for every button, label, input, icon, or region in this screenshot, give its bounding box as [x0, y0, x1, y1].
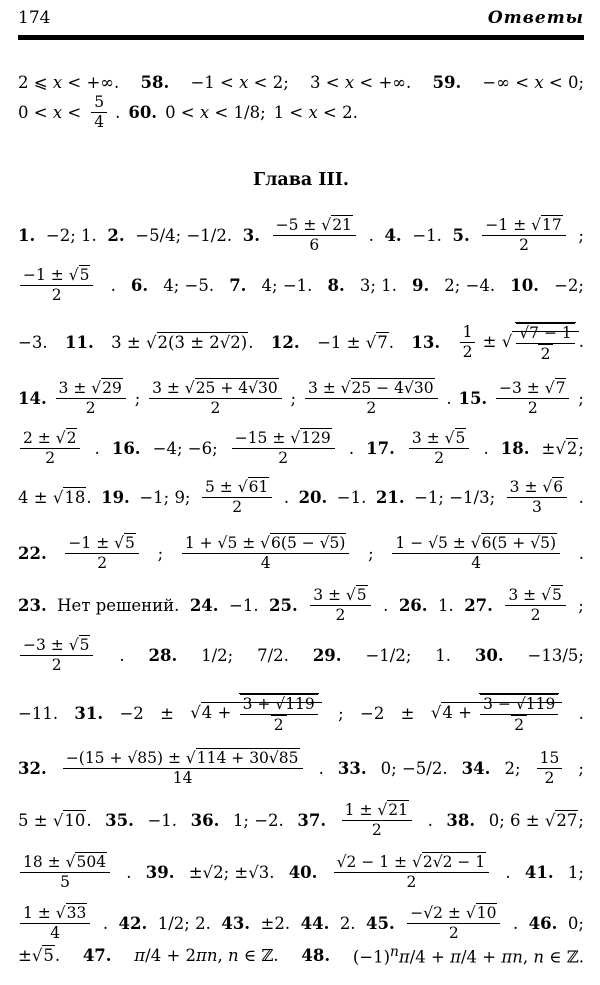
answer-line: 14. 3 ± √ 29 2 ; 3 ± √ 25 + 4√30 2 ; 3 ± √ 25 − 4√30 2 . 15. −3 ± √ 7 2 ; [18, 378, 584, 418]
answer-line: −1 ± √ 5 2 . 6. 4; −5. 7. 4; −1. 8. 3; 1. 9. 2; −4. 10. −2; [18, 265, 584, 305]
answer-line: 1. −2; 1. 2. −5/4; −1/2. 3. −5 ± √ 21 6 . 4. −1. 5. −1 ± √ 17 2 ; [18, 215, 584, 255]
page-header [18, 4, 584, 26]
answer-line: 5 ± √ 10. 35. −1. 36. 1; −2. 37. 1 ± √ 21 2 . 38. 0; 6 ± √ 27; [18, 800, 584, 840]
chapter-title: Глава III. [252, 170, 349, 190]
answer-line: ±√ 5. 47. π/4 + 2πn, n ∈ ℤ. 48. $(-1)^n\pi/4 + \pi/4 + \pi n$, n ∈ ℤ. [18, 935, 584, 975]
answer-line: 2 ⩽ x < +∞. 58. −1 < x < 2; 3 < x < +∞. 59. −∞ < x < 0; [18, 72, 584, 92]
answer-line: −3. 11. 3 ± √ 2(3 ± 2√2). 12. −1 ± √ 7. 13. $\frac{1}{2}$ ± √ $\frac{√7 - 1}{2}$ . [18, 322, 584, 362]
answer-line: 1 ± √ 33 4 . 42. 1/2; 2. 43. ±2. 44. 2. 45. −√2 ± √ 10 2 . 46. 0; [18, 903, 584, 943]
chapter-heading [18, 160, 584, 200]
running-title: Ответы [487, 8, 584, 28]
answer-line: 18 ± √ 504 5 . 39. ±√2; ±√3. 40. √2 − 1 ± √ 2√2 − 1 2 . 41. 1; [18, 852, 584, 892]
answer-line: 0 < x < 5 4 . 60. 0 < x < 1/8; 1 < x < 2. [18, 93, 358, 131]
header-rule [18, 35, 584, 40]
answer-line: 22. −1 ± √ 5 2 ; 1 + √5 ± √ 6(5 − √5) 4 ; 1 − √5 ± √ 6(5 + √5) 4 . [18, 533, 584, 573]
answer-line: −3 ± √ 5 2 . 28. 1/2; 7/2. 29. −1/2; 1. 30. −13/5; [18, 635, 584, 675]
answer-line: 23. Нет решений. 24. −1. 25. 3 ± √ 5 2 . 26. 1. 27. 3 ± √ 5 2 ; [18, 585, 584, 625]
answer-line: 4 ± √ 18. 19. −1; 9; 5 ± √ 61 2 . 20. −1. 21. −1; −1/3; 3 ± √ 6 3 . [18, 477, 584, 517]
page-number: 174 [18, 8, 51, 28]
answer-line: −11. 31. −2 ± √ 4 + $\frac{3 + √119}{2}$ ; −2 ± √ 4 + $\frac{3 - √119}{2}$ . [18, 693, 584, 733]
answer-line: 2 ± √ 2 2 . 16. −4; −6; −15 ± √ 129 2 . 17. 3 ± √ 5 2 . 18. ±√ 2; [18, 428, 584, 468]
answer-line: 32. −(15 + √85) ± √ 114 + 30√85 14 . 33. 0; −5/2. 34. 2; 15 2 ; [18, 748, 584, 788]
